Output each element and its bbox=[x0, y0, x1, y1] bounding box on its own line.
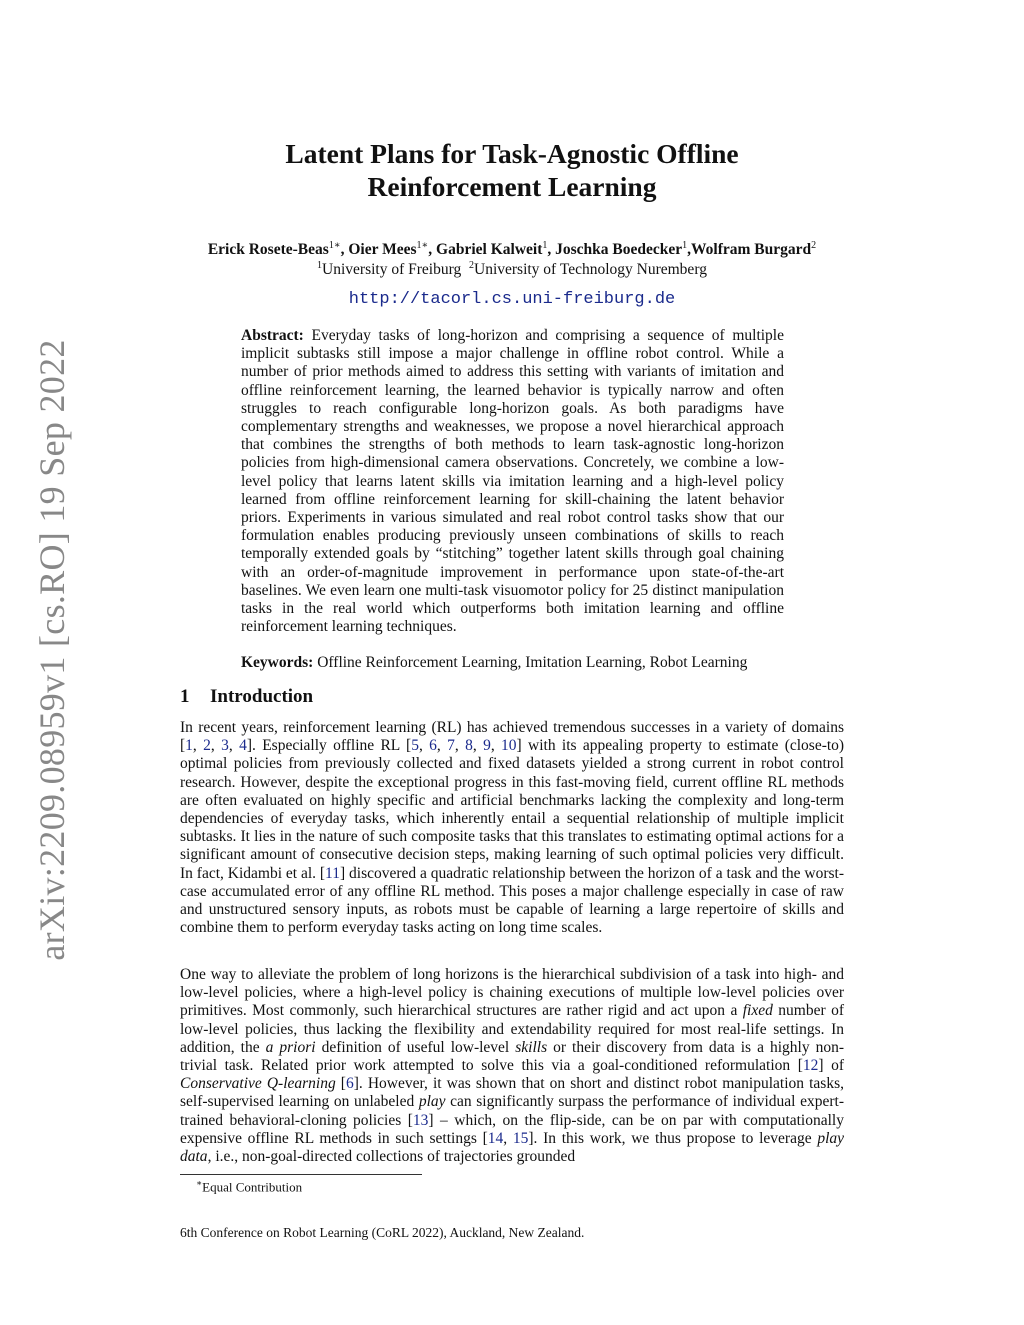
citation-link[interactable]: 7 bbox=[447, 737, 455, 755]
author-name: Oier Mees bbox=[348, 241, 417, 259]
title-line-2: Reinforcement Learning bbox=[367, 171, 657, 202]
footnote-mark: ∗ bbox=[196, 1178, 203, 1188]
abstract-label: Abstract: bbox=[241, 327, 304, 344]
citation-link[interactable]: 2 bbox=[203, 737, 211, 755]
title-line-1: Latent Plans for Task-Agnostic Offline bbox=[285, 138, 739, 169]
author-affiliation-mark: 1 bbox=[542, 240, 548, 251]
emphasis-text: a priori bbox=[265, 1038, 316, 1056]
author-affiliation-mark: 1∗ bbox=[416, 240, 429, 251]
author-name: Gabriel Kalweit bbox=[436, 241, 543, 259]
citation-link[interactable]: 8 bbox=[465, 737, 473, 755]
citation-link[interactable]: 15 bbox=[512, 1129, 529, 1147]
keywords-text: Offline Reinforcement Learning, Imitation Learning, Robot Learning bbox=[317, 654, 748, 671]
affiliation-name: University of Freiburg bbox=[322, 261, 462, 279]
section-heading bbox=[180, 686, 313, 708]
footnote-divider bbox=[180, 1174, 422, 1175]
emphasis-text: Conservative Q-learning bbox=[180, 1075, 336, 1093]
section-title: Introduction bbox=[210, 686, 314, 707]
citation-link[interactable]: 9 bbox=[483, 737, 491, 755]
affiliation-name: University of Technology Nuremberg bbox=[474, 261, 707, 279]
keywords-label: Keywords: bbox=[241, 654, 314, 671]
citation-link[interactable]: 13 bbox=[412, 1111, 429, 1129]
author-affiliation-mark: 1∗ bbox=[328, 240, 341, 251]
citation-link[interactable]: 5 bbox=[411, 737, 419, 755]
emphasis-text: play bbox=[418, 1093, 446, 1111]
citation-link[interactable]: 10 bbox=[501, 737, 517, 755]
intro-paragraph-1: In recent years, reinforcement learning (RL) has achieved tremendous successes in a variety of domains [1, 2, 3, 4]. Especially offline RL [5, 6, 7, 8, 9, 10] with its appealing property to estimate (close-to) optimal policies from previously collected and fixed datasets yielded a strong current in robot control research. However, despite the exceptional progress in this fast-moving field, current offline RL methods are often evaluated on highly specific and artificial benchmarks lacking the complexity and long-term dependencies of everyday tasks, which inherently entail a sequential relationship of multiple implicit subtasks. It lies in the nature of such composite tasks that this translates to estimating optimal actions for a significant amount of consecutive decision steps, making learning of such optimal policies very difficult. In fact, Kidambi et al. [11] discovered a quadratic relationship between the horizon of a task and the worst-case accumulated error of any offline RL method. This poses a major challenge especially in case of raw and unstructured sensory inputs, as robots must be capable of learning a large repertoire of skills and combine them to perform everyday tasks acting on long time scales. bbox=[180, 719, 845, 937]
affiliations bbox=[180, 256, 844, 279]
arxiv-id: arXiv:2209.08959v1 [cs.RO] 19 Sep 2022 bbox=[32, 339, 72, 961]
footnote bbox=[196, 1178, 302, 1195]
citation-link[interactable]: 11 bbox=[325, 864, 340, 882]
emphasis-text: fixed bbox=[742, 1002, 773, 1020]
citation-link[interactable]: 4 bbox=[239, 737, 247, 755]
abstract bbox=[241, 327, 784, 636]
section-number: 1 bbox=[180, 686, 190, 707]
author-affiliation-mark: 1 bbox=[682, 240, 688, 251]
citation-link[interactable]: 14 bbox=[487, 1129, 504, 1147]
author-name: Wolfram Burgard bbox=[691, 241, 812, 259]
author-affiliation-mark: 2 bbox=[811, 240, 817, 251]
emphasis-text: skills bbox=[515, 1038, 548, 1056]
author-list: Erick Rosete-Beas$^{1∗}$, Oier Mees$^{1∗}$, Gabriel Kalweit$^1$, Joschka Boedecker$^1$,Wolfram Burgard$^2$ bbox=[207, 240, 817, 259]
citation-link[interactable]: 3 bbox=[221, 737, 229, 755]
citation-link[interactable]: 1 bbox=[185, 737, 193, 755]
conference-note: 6th Conference on Robot Learning (CoRL 2022), Auckland, New Zealand. bbox=[180, 1225, 585, 1240]
emphasis-text: play data bbox=[180, 1129, 845, 1166]
citation-link[interactable]: 6 bbox=[429, 737, 437, 755]
citation-link[interactable]: 12 bbox=[802, 1057, 819, 1075]
author-name: Erick Rosete-Beas bbox=[207, 241, 329, 259]
keywords bbox=[241, 654, 801, 672]
footnote-text: Equal Contribution bbox=[202, 1179, 303, 1195]
intro-paragraph-2: One way to alleviate the problem of long horizons is the hierarchical subdivision of a task into high- and low-level policies, where a high-level policy is chaining executions of multiple low-level policies over primitives. Most commonly, such hierarchical structures are rather rigid and act upon a fixed number of low-level policies, thus lacking the flexibility and extendability required for most real-life settings. In addition, the a priori definition of useful low-level skills or their discovery from data is a highly non-trivial task. Related prior work attempted to solve this via a goal-conditioned reformulation [12] of Conservative Q-learning [6]. However, it was shown that on short and distinct robot manipulation tasks, self-supervised learning on unlabeled play can significantly surpass the performance of individual expert-trained behavioral-cloning policies [13] – which, on the flip-side, can be on par with computationally expensive offline RL methods in such settings [14, 15]. In this work, we thus propose to leverage play data, i.e., non-goal-directed collections of trajectories grounded bbox=[180, 966, 845, 1166]
project-url-link[interactable]: http://tacorl.cs.uni-freiburg.de bbox=[348, 290, 676, 309]
paper-title bbox=[180, 137, 844, 203]
abstract-text: Everyday tasks of long-horizon and comprising a sequence of multiple implicit subtasks still impose a major challenge in offline robot control. While a number of prior methods aimed to address this setting with variants of imitation and offline reinforcement learning, the learned behavior is typically narrow and often struggles to reach configurable long-horizon goals. As both paradigms have complementary strengths and weaknesses, we propose a novel hierarchical approach that combines the strengths of both methods to learn task-agnostic long-horizon policies from high-dimensional camera observations. Concretely, we combine a low-level policy that learns latent skills via imitation learning and a high-level policy learned from offline reinforcement learning for skill-chaining the latent behavior priors. Experiments in various simulated and real robot control tasks show that our formulation enables producing previously unseen combinations of skills to reach temporally extended goals by “stitching” together latent skills through goal chaining with an order-of-magnitude improvement in performance upon state-of-the-art baselines. We even learn one multi-task visuomotor policy for 25 distinct manipulation tasks in the real world which outperforms both imitation learning and offline reinforcement learning techniques. bbox=[241, 327, 784, 636]
author-name: Joschka Boedecker bbox=[555, 241, 683, 259]
affiliation-mark: 2 bbox=[469, 260, 474, 271]
affiliation-mark: 1 bbox=[317, 260, 323, 271]
citation-link[interactable]: 6 bbox=[345, 1075, 354, 1093]
